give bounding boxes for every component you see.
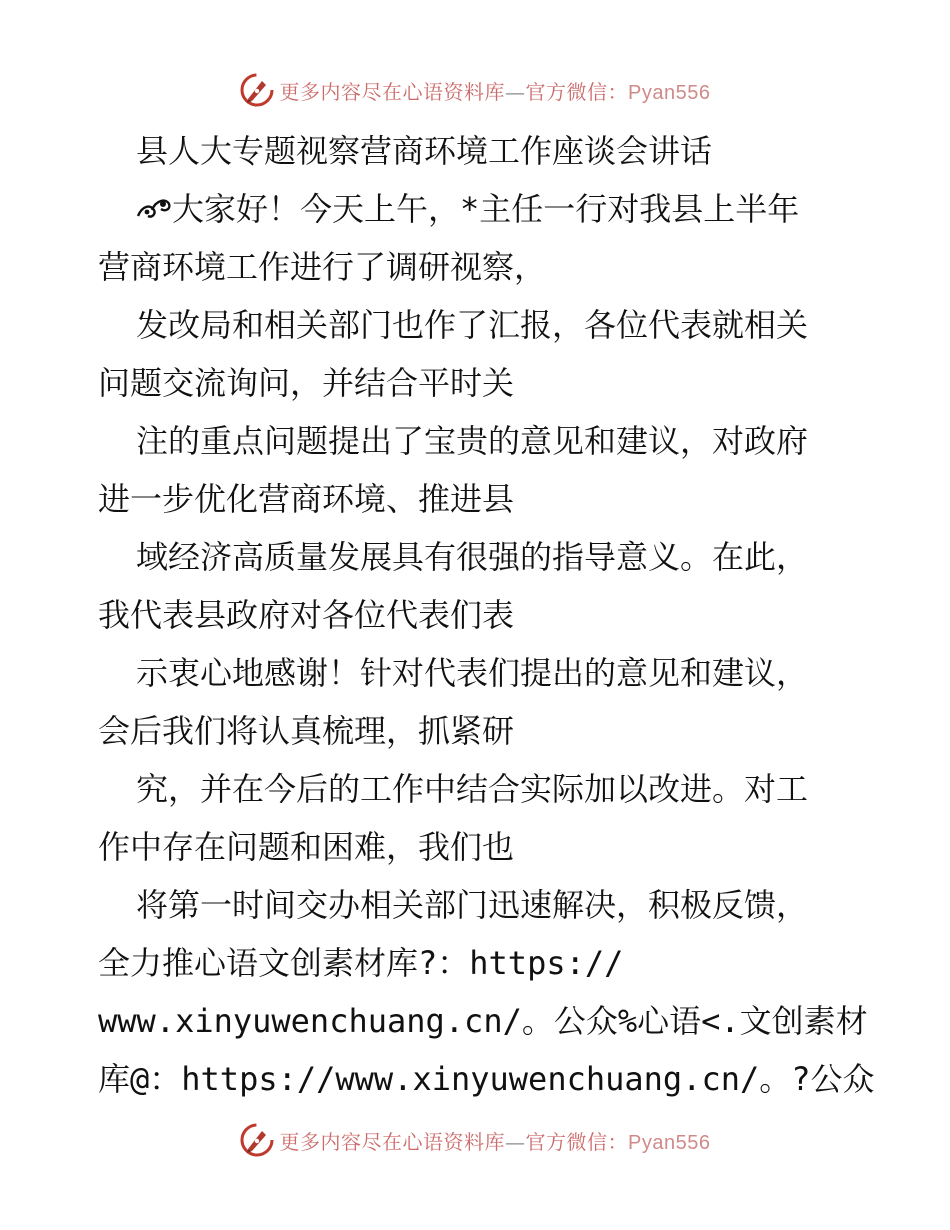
document-line-13: 全力推心语文创素材库?：https:// [98, 944, 624, 982]
document-line-11: 作中存在问题和困难，我们也 [98, 828, 515, 866]
document-line-12: 将第一时间交办相关部门迅速解决，积极反馈， [136, 886, 809, 924]
footer-banner-id: Pyan556 [628, 1131, 711, 1154]
footer-banner-main: 更多内容尽在心语资料库 [279, 1129, 506, 1154]
pen-nib-logo-icon [240, 73, 274, 107]
document-title: 县人大专题视察营商环境工作座谈会讲话 [136, 132, 713, 170]
header-banner [0, 68, 950, 112]
footer-banner [0, 1118, 950, 1162]
document-line-9: 会后我们将认真梳理，抓紧研 [98, 712, 515, 750]
document-line-7: 我代表县政府对各位代表们表 [98, 596, 515, 634]
header-banner-inner [240, 73, 711, 107]
footer-banner-text [280, 1126, 711, 1155]
footer-banner-inner [240, 1123, 711, 1157]
footer-banner-wechat: 官方微信： [525, 1129, 629, 1154]
document-line-1: 营商环境工作进行了调研视察， [98, 248, 547, 286]
footer-banner-sep: — [505, 1129, 526, 1154]
document-line-3: 问题交流询问，并结合平时关 [98, 364, 515, 402]
document-line-6: 域经济高质量发展具有很强的指导意义。在此， [136, 538, 809, 576]
document-line-8: 示衷心地感谢！针对代表们提出的意见和建议， [136, 654, 809, 692]
header-banner-id: Pyan556 [628, 81, 711, 104]
document-line-15: 库@：https://www.xinyuwenchuang.cn/。?公众 [98, 1060, 875, 1098]
header-banner-wechat: 官方微信： [525, 79, 629, 104]
document-line-4: 注的重点问题提出了宝贵的意见和建议，对政府 [136, 422, 809, 460]
document-line-2: 发改局和相关部门也作了汇报，各位代表就相关 [136, 306, 809, 344]
document-line-0 [98, 180, 858, 238]
flower-ornament-icon [136, 196, 172, 222]
document-line-0-text: 大家好！今天上午，*主任一行对我县上半年 [172, 190, 800, 228]
pen-nib-logo-icon [240, 1123, 274, 1157]
header-banner-sep: — [505, 79, 526, 104]
document-line-14: www.xinyuwenchuang.cn/。公众%心语<.文创素材 [98, 1002, 868, 1040]
document-line-10: 究，并在今后的工作中结合实际加以改进。对工 [136, 770, 809, 808]
header-banner-text [280, 76, 711, 105]
header-banner-main: 更多内容尽在心语资料库 [279, 79, 506, 104]
document-line-5: 进一步优化营商环境、推进县 [98, 480, 515, 518]
document-body [98, 122, 875, 1108]
